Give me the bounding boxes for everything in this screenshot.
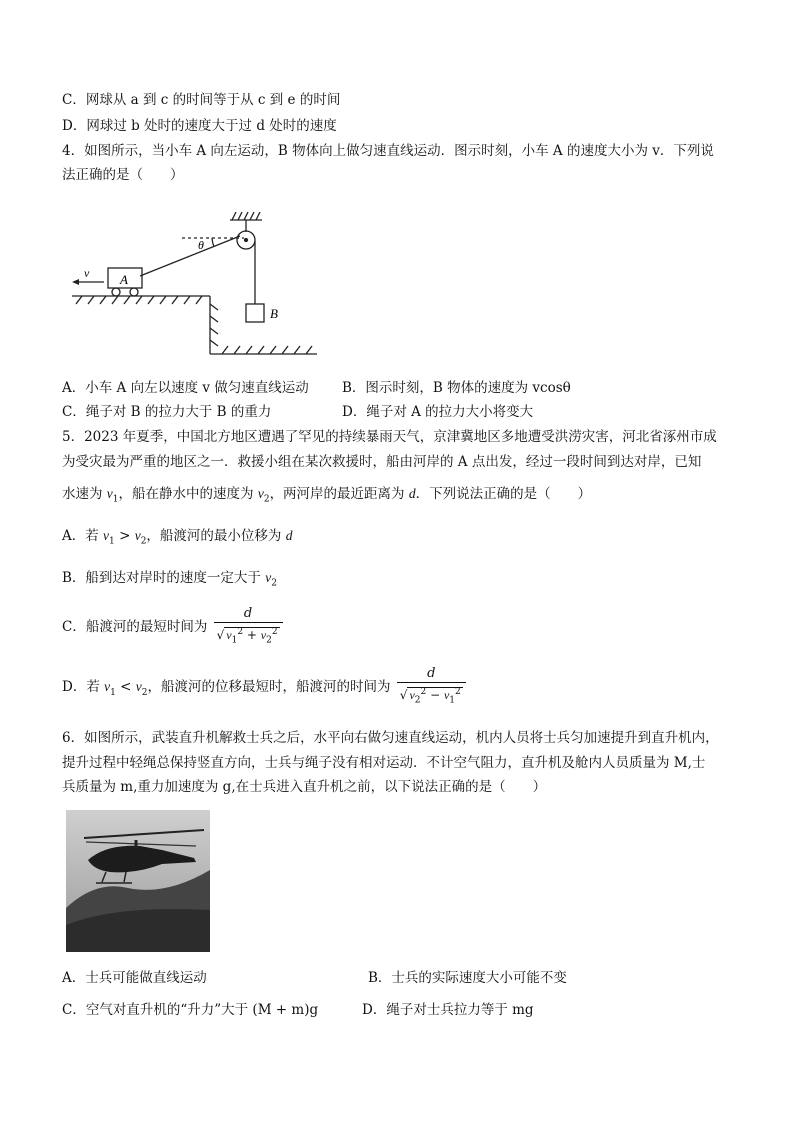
q4-option-b: B．图示时刻，B 物体的速度为 vcosθ — [342, 380, 571, 396]
q5-option-b: B．船到达对岸时的速度一定大于 $v_2$ — [62, 570, 277, 589]
q4-option-a: A．小车 A 向左以速度 v 做匀速直线运动 — [62, 380, 309, 396]
q3-option-c: C．网球从 a 到 c 的时间等于从 c 到 e 的时间 — [62, 92, 341, 108]
q4-pulley-figure — [62, 192, 332, 367]
q5-option-c-fraction: $\frac{d}{√ v_1^2 + v_2^2}$ — [214, 606, 283, 649]
q5-stem-line-1: 5．2023 年夏季，中国北方地区遭遇了罕见的持续暴雨天气，京津冀地区多地遭受洪涝灾害，河北省涿州市成 — [62, 429, 717, 445]
q5-stem-line-2: 为受灾最为严重的地区之一．救援小组在某次救援时，船由河岸的 A 点出发，经过一段时间到达对岸，已知 — [62, 454, 702, 470]
q6-option-b: B．士兵的实际速度大小可能不变 — [368, 970, 567, 986]
q6-helicopter-photo — [66, 810, 210, 952]
q5-stem-line-3: 水速为 $v_1$，船在静水中的速度为 $v_2$，两河岸的最近距离为 d．下列说法正确的是（ ） — [62, 486, 592, 505]
q5-option-a: A．若 $v_1 > v_2$，船渡河的最小位移为 d — [62, 528, 293, 547]
q3-option-d: D．网球过 b 处时的速度大于过 d 处时的速度 — [62, 118, 337, 134]
q4-figure-label-theta: θ — [198, 238, 204, 252]
q4-figure-label-b: B — [270, 306, 278, 321]
q6-option-a: A．士兵可能做直线运动 — [62, 970, 207, 986]
q5-option-d: D．若 $v_1 < v_2$，船渡河的位移最短时，船渡河的时间为 $\frac{d}{√ v_2^2 - v_1^2}$ — [62, 666, 466, 709]
q4-option-d: D．绳子对 A 的拉力大小将变大 — [342, 404, 534, 420]
q4-stem-line-1: 4．如图所示，当小车 A 向左运动，B 物体向上做匀速直线运动．图示时刻，小车 A 的速度大小为 v．下列说 — [62, 143, 714, 159]
q6-stem-line-3: 兵质量为 m,重力加速度为 g,在士兵进入直升机之前，以下说法正确的是（ ） — [62, 779, 547, 795]
q6-option-d: D．绳子对士兵拉力等于 mg — [362, 1002, 534, 1018]
q6-stem-line-2: 提升过程中轻绳总保持竖直方向，士兵与绳子没有相对运动．不计空气阻力，直升机及舱内人员质量为 M,士 — [62, 755, 706, 771]
q4-option-c: C．绳子对 B 的拉力大于 B 的重力 — [62, 404, 272, 420]
q4-figure-label-v: v — [84, 266, 90, 280]
q5-option-c: C．船渡河的最短时间为 $\frac{d}{√ v_1^2 + v_2^2}$ — [62, 606, 283, 649]
q6-stem-line-1: 6．如图所示，武装直升机解救士兵之后，水平向右做匀速直线运动，机内人员将士兵匀加速提升到直升机内， — [62, 730, 719, 746]
q6-option-c: C．空气对直升机的“升力”大于 (M + m)g — [62, 1002, 319, 1018]
q4-stem-line-2: 法正确的是（ ） — [62, 167, 184, 183]
q5-option-d-fraction: $\frac{d}{√ v_2^2 - v_1^2}$ — [397, 666, 466, 709]
q4-figure-label-a: A — [120, 272, 128, 287]
